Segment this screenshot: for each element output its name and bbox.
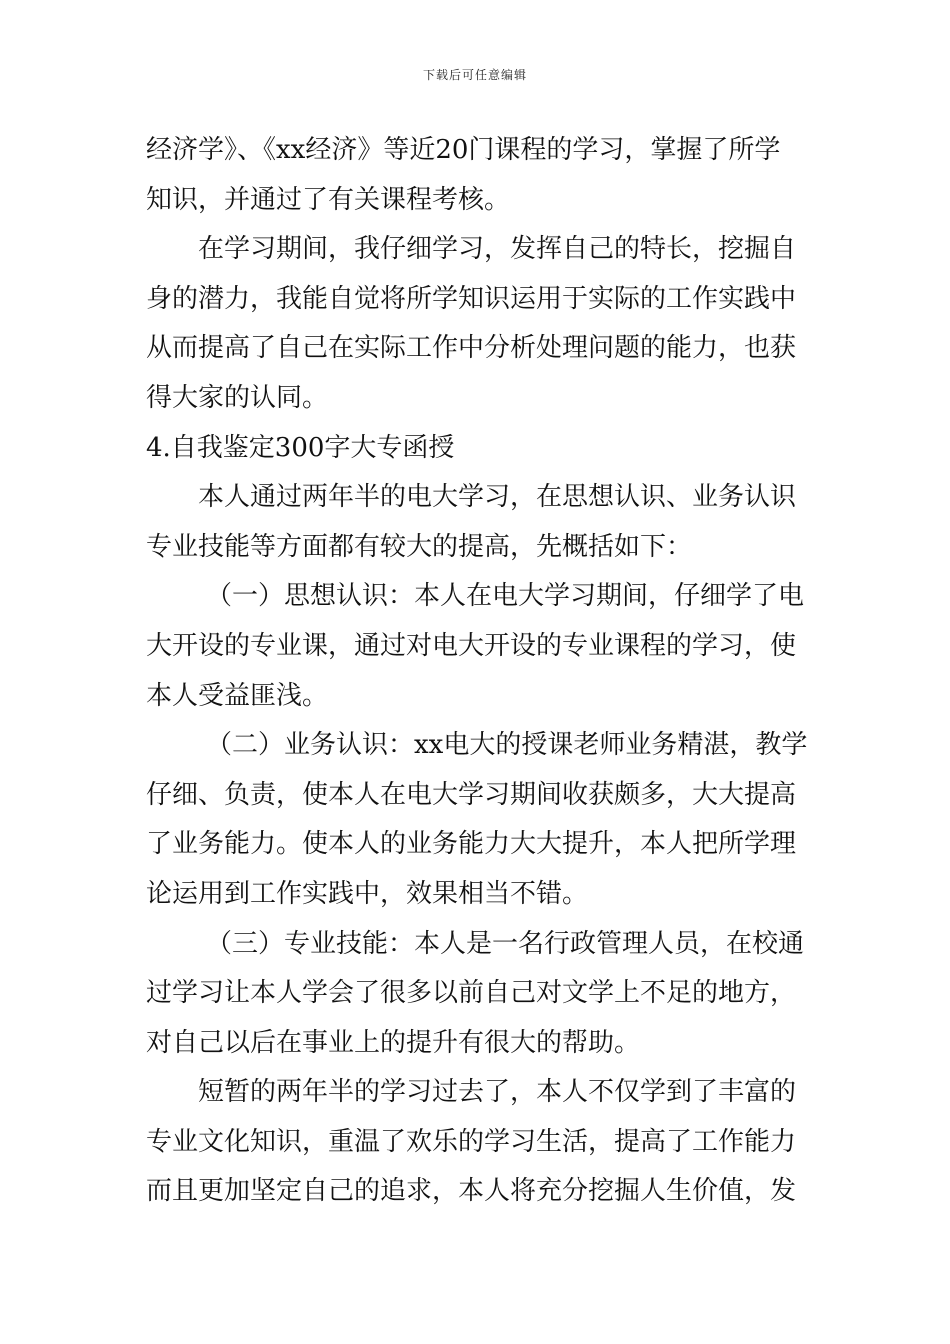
subsection-first-line: （三）专业技能：本人是一名行政管理人员，在校通 xyxy=(206,928,805,959)
text-line: 专业文化知识，重温了欢乐的学习生活，提高了工作能力 xyxy=(146,1126,797,1157)
text-line: 大开设的专业课，通过对电大开设的专业课程的学习，使 xyxy=(146,630,797,661)
text-line: 知识，并通过了有关课程考核。 xyxy=(146,184,511,215)
section-heading: 4.自我鉴定300字大专函授 xyxy=(146,432,455,463)
text-line: 对自己以后在事业上的提升有很大的帮助。 xyxy=(146,1027,641,1058)
text-line: 论运用到工作实践中，效果相当不错。 xyxy=(146,878,589,909)
document-body xyxy=(146,126,806,1217)
subsection-first-line: （一）思想认识：本人在电大学习期间，仔细学了电 xyxy=(206,581,805,612)
text-line: 身的潜力，我能自觉将所学知识运用于实际的工作实践中 xyxy=(146,283,797,314)
text-line: 而且更加坚定自己的追求，本人将充分挖掘人生价值，发 xyxy=(146,1176,797,1207)
text-line: 专业技能等方面都有较大的提高，先概括如下： xyxy=(146,531,693,562)
text-line: 了业务能力。使本人的业务能力大大提升，本人把所学理 xyxy=(146,829,797,860)
text-line: 得大家的认同。 xyxy=(146,382,329,413)
page-header-note: 下载后可任意编辑 xyxy=(422,68,527,82)
text-line: 仔细、负责，使本人在电大学习期间收获颇多，大大提高 xyxy=(146,779,797,810)
paragraph-first-line: 在学习期间，我仔细学习，发挥自己的特长，挖掘自 xyxy=(198,234,797,265)
text-line: 过学习让本人学会了很多以前自己对文学上不足的地方， xyxy=(146,978,797,1009)
text-line: 从而提高了自己在实际工作中分析处理问题的能力，也获 xyxy=(146,333,797,364)
text-line: 本人受益匪浅。 xyxy=(146,680,329,711)
paragraph-first-line: 本人通过两年半的电大学习，在思想认识、业务认识 xyxy=(198,482,797,513)
paragraph-first-line: 短暂的两年半的学习过去了，本人不仅学到了丰富的 xyxy=(198,1077,797,1108)
text-line: 经济学》、《xx经济》等近20门课程的学习，掌握了所学 xyxy=(146,135,781,165)
subsection-first-line: （二）业务认识：xx电大的授课老师业务精湛，教学 xyxy=(206,730,808,761)
